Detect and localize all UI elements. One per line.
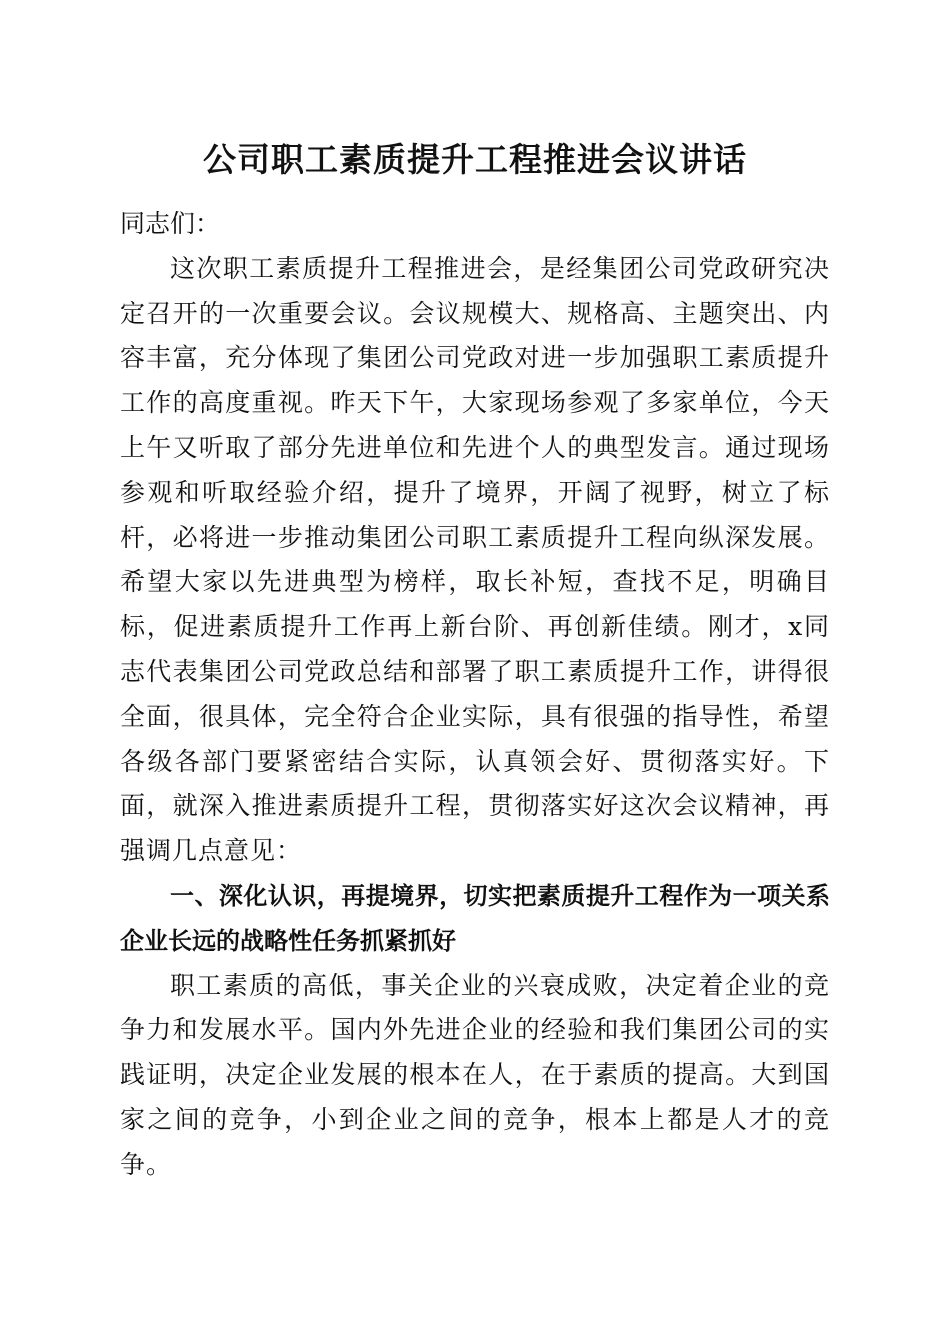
- opening-paragraph: 这次职工素质提升工程推进会，是经集团公司党政研究决定召开的一次重要会议。会议规模大、规格高、主题突出、内容丰富，充分体现了集团公司党政对进一步加强职工素质提升工作的高度重视。昨天下午，大家现场参观了多家单位，今天上午又听取了部分先进单位和先进个人的典型发言。通过现场参观和听取经验介绍，提升了境界，开阔了视野，树立了标杆，必将进一步推动集团公司职工素质提升工程向纵深发展。希望大家以先进典型为榜样，取长补短，查找不足，明确目标，促进素质提升工作再上新台阶、再创新佳绩。刚才，x同志代表集团公司党政总结和部署了职工素质提升工作，讲得很全面，很具体，完全符合企业实际，具有很强的指导性，希望各级各部门要紧密结合实际，认真领会好、贯彻落实好。下面，就深入推进素质提升工程，贯彻落实好这次会议精神，再强调几点意见：: [120, 253, 830, 866]
- document-title: 公司职工素质提升工程推进会议讲话: [203, 140, 747, 179]
- section-heading: 一、深化认识，再提境界，切实把素质提升工程作为一项关系企业长远的战略性任务抓紧抓好: [120, 881, 830, 955]
- section-paragraph: 职工素质的高低，事关企业的兴衰成败，决定着企业的竞争力和发展水平。国内外先进企业的经验和我们集团公司的实践证明，决定企业发展的根本在人，在于素质的提高。大到国家之间的竞争，小到企业之间的竞争，根本上都是人才的竞争。: [120, 970, 830, 1179]
- document-body: [120, 202, 830, 1188]
- salutation: 同志们：: [120, 209, 221, 238]
